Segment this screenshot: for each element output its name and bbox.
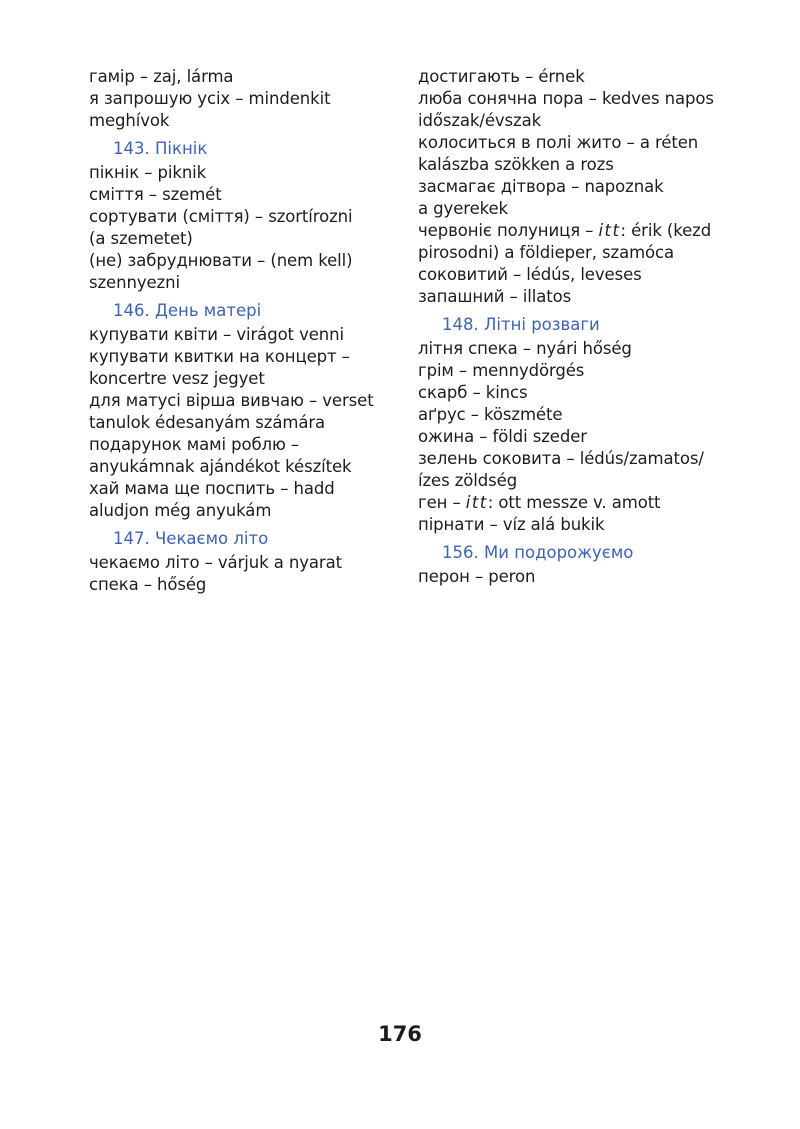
- vocab-entry: [418, 264, 738, 286]
- vocab-entry: [89, 88, 389, 132]
- vocab-entry: [418, 176, 738, 220]
- vocab-entry: [418, 66, 738, 88]
- vocab-entry: [89, 434, 389, 478]
- entry-line: для матусі вірша вивчаю – verset: [89, 391, 374, 410]
- left-column: [89, 66, 389, 596]
- entry-line: аґрус – köszméte: [418, 405, 563, 424]
- vocab-entry: [89, 162, 389, 184]
- entry-line-continuation: meghívok: [89, 111, 170, 130]
- section-heading: 146. День матері: [113, 301, 262, 320]
- vocab-entry: [418, 426, 738, 448]
- entry-line-continuation: anyukámnak ajándékot készítek: [89, 457, 352, 476]
- entry-line: запашний – illatos: [418, 287, 572, 306]
- entry-line-continuation: (a szemetet): [89, 229, 193, 248]
- entry-line: перон – peron: [418, 567, 536, 586]
- vocab-entry: [418, 360, 738, 382]
- entry-line: соковитий – lédús, leveses: [418, 265, 642, 284]
- entry-line: купувати квіти – virágot venni: [89, 325, 344, 344]
- right-column: [418, 66, 738, 588]
- entry-line: купувати квитки на концерт –: [89, 347, 350, 366]
- italic-abbreviation: itt: [465, 493, 488, 512]
- entry-text: : ott messze v. amott: [487, 493, 661, 512]
- entry-line: люба сонячна пора – kedves napos: [418, 89, 714, 108]
- italic-abbreviation: itt: [598, 221, 621, 240]
- entry-line: пікнік – piknik: [89, 163, 207, 182]
- entry-line: сміття – szemét: [89, 185, 222, 204]
- vocab-entry: [418, 338, 738, 360]
- vocab-entry: [89, 206, 389, 250]
- vocab-entry: [89, 346, 389, 390]
- entry-line: достигають – érnek: [418, 67, 585, 86]
- entry-line: сортувати (сміття) – szortírozni: [89, 207, 353, 226]
- section-heading: 148. Літні розваги: [442, 315, 600, 334]
- entry-line: чекаємо літо – várjuk a nyarat: [89, 553, 342, 572]
- entry-line: колоситься в полі жито – a réten: [418, 133, 699, 152]
- entry-line: засмагає дітвора – napoznak: [418, 177, 664, 196]
- vocab-entry: [89, 250, 389, 294]
- vocab-entry: [89, 184, 389, 206]
- vocab-entry: [89, 390, 389, 434]
- entry-line: я запрошую усіх – mindenkit: [89, 89, 331, 108]
- entry-line-continuation: pirosodni) a földieper, szamóca: [418, 243, 675, 262]
- entry-line: скарб – kincs: [418, 383, 528, 402]
- vocab-entry: [418, 492, 738, 514]
- vocab-entry: [418, 382, 738, 404]
- section-heading: 143. Пікнік: [113, 139, 208, 158]
- entry-line-continuation: koncertre vesz jegyet: [89, 369, 265, 388]
- entry-line-continuation: szennyezni: [89, 273, 180, 292]
- entry-line: хай мама ще поспить – hadd: [89, 479, 335, 498]
- vocab-entry: [89, 324, 389, 346]
- entry-line: (не) забруднювати – (nem kell): [89, 251, 353, 270]
- vocab-entry: [89, 66, 389, 88]
- vocab-entry: [418, 566, 738, 588]
- entry-line: гамір – zaj, lárma: [89, 67, 234, 86]
- entry-line: [418, 220, 738, 242]
- section-heading: 147. Чекаємо літо: [113, 529, 269, 548]
- vocab-entry: [418, 132, 738, 176]
- entry-line-continuation: a gyerekek: [418, 199, 508, 218]
- entry-line: ожина – földi szeder: [418, 427, 587, 446]
- vocab-entry: [418, 448, 738, 492]
- entry-text: червоніє полуниця –: [418, 221, 599, 240]
- page-number: 176: [378, 1022, 422, 1046]
- vocab-entry: [418, 88, 738, 132]
- vocab-entry: [89, 478, 389, 522]
- entry-line-continuation: időszak/évszak: [418, 111, 542, 130]
- entry-line: грім – mennydörgés: [418, 361, 585, 380]
- entry-line-continuation: ízes zöldség: [418, 471, 518, 490]
- entry-line: зелень соковита – lédús/zamatos/: [418, 449, 704, 468]
- entry-line-continuation: tanulok édesanyám számára: [89, 413, 326, 432]
- vocab-entry: [418, 220, 738, 264]
- entry-text: : érik (kezd: [620, 221, 712, 240]
- entry-line-continuation: kalászba szökken a rozs: [418, 155, 614, 174]
- entry-line: літня спека – nyári hőség: [418, 339, 632, 358]
- entry-line-continuation: aludjon még anyukám: [89, 501, 272, 520]
- vocab-entry: [89, 574, 389, 596]
- entry-line: спека – hőség: [89, 575, 207, 594]
- vocab-entry: [418, 404, 738, 426]
- vocab-entry: [418, 286, 738, 308]
- entry-text: ген –: [418, 493, 466, 512]
- entry-line: подарунок мамі роблю –: [89, 435, 300, 454]
- vocab-entry: [418, 514, 738, 536]
- vocab-entry: [89, 552, 389, 574]
- section-heading: 156. Ми подорожуємо: [442, 543, 634, 562]
- entry-line: пірнати – víz alá bukik: [418, 515, 605, 534]
- entry-line: [418, 492, 738, 514]
